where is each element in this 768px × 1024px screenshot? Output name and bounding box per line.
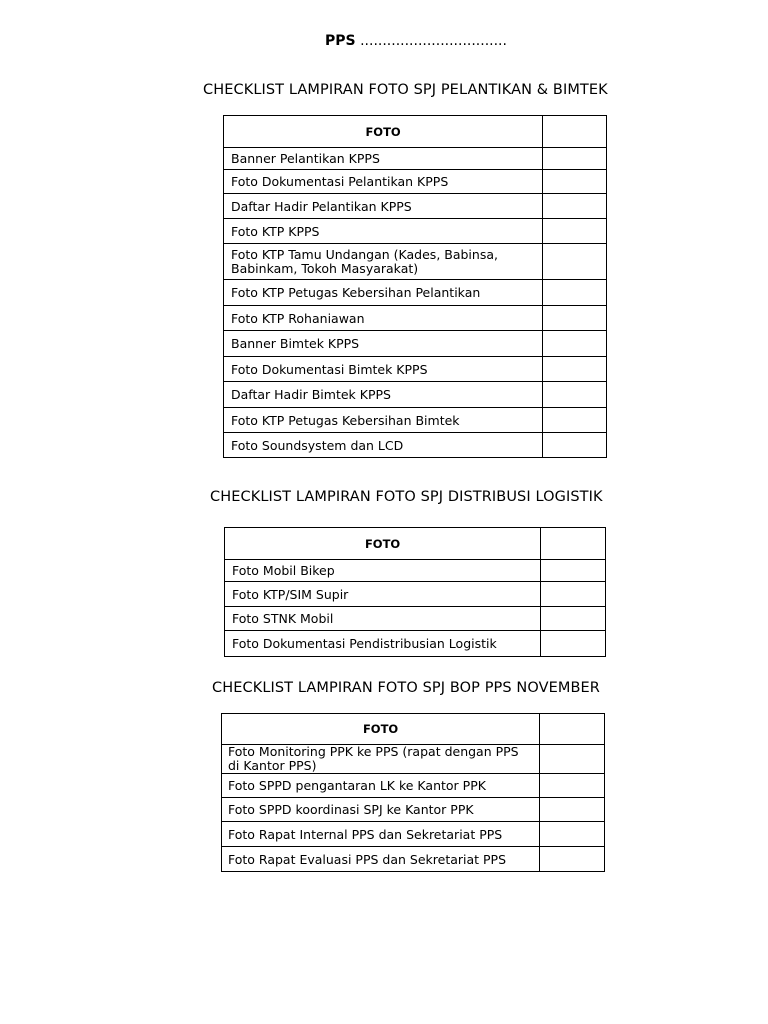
table-row	[224, 170, 607, 194]
table-row	[224, 219, 607, 244]
check-box[interactable]	[540, 745, 605, 774]
column-header-foto: FOTO	[222, 714, 540, 745]
item-label: Foto Mobil Bikep	[225, 560, 541, 582]
table-row	[224, 306, 607, 331]
table-row	[224, 357, 607, 382]
table-row	[222, 847, 605, 872]
check-box[interactable]	[541, 582, 606, 607]
table-row	[224, 408, 607, 433]
table-row	[222, 822, 605, 847]
check-box[interactable]	[540, 822, 605, 847]
item-label: Banner Bimtek KPPS	[224, 331, 543, 357]
check-box[interactable]	[540, 774, 605, 798]
item-label: Foto KTP Tamu Undangan (Kades, Babinsa, Babinkam, Tokoh Masyarakat)	[224, 244, 543, 280]
item-label: Foto KTP Petugas Kebersihan Pelantikan	[224, 280, 543, 306]
check-box[interactable]	[543, 219, 607, 244]
check-box[interactable]	[543, 244, 607, 280]
check-box[interactable]	[543, 148, 607, 170]
item-label: Foto Rapat Internal PPS dan Sekretariat PPS	[222, 822, 540, 847]
section-title-pelantikan-bimtek: CHECKLIST LAMPIRAN FOTO SPJ PELANTIKAN & BIMTEK	[203, 82, 608, 98]
pps-name-blank: .................................	[360, 33, 507, 49]
item-label: Foto Soundsystem dan LCD	[224, 433, 543, 458]
check-box[interactable]	[543, 382, 607, 408]
check-box[interactable]	[543, 194, 607, 219]
table-row	[225, 631, 606, 657]
table-header-row	[224, 116, 607, 148]
check-box[interactable]	[543, 331, 607, 357]
check-box[interactable]	[543, 306, 607, 331]
item-label: Foto Dokumentasi Bimtek KPPS	[224, 357, 543, 382]
column-header-check	[543, 116, 607, 148]
item-label: Foto KTP KPPS	[224, 219, 543, 244]
checklist-table-distribusi-logistik	[224, 527, 606, 657]
item-label: Foto SPPD koordinasi SPJ ke Kantor PPK	[222, 798, 540, 822]
item-label: Foto SPPD pengantaran LK ke Kantor PPK	[222, 774, 540, 798]
page-header	[0, 33, 768, 49]
check-box[interactable]	[541, 607, 606, 631]
check-box[interactable]	[540, 847, 605, 872]
column-header-foto: FOTO	[224, 116, 543, 148]
table-row	[224, 331, 607, 357]
check-box[interactable]	[543, 433, 607, 458]
check-box[interactable]	[541, 631, 606, 657]
table-header-row	[222, 714, 605, 745]
column-header-check	[540, 714, 605, 745]
item-label: Foto KTP Rohaniawan	[224, 306, 543, 331]
check-box[interactable]	[541, 560, 606, 582]
column-header-check	[541, 528, 606, 560]
check-box[interactable]	[543, 170, 607, 194]
table-row	[224, 148, 607, 170]
item-label: Foto KTP/SIM Supir	[225, 582, 541, 607]
table-row	[224, 280, 607, 306]
check-box[interactable]	[543, 280, 607, 306]
item-label: Foto KTP Petugas Kebersihan Bimtek	[224, 408, 543, 433]
table-row	[225, 582, 606, 607]
pps-label: PPS	[325, 33, 356, 49]
table-row	[225, 560, 606, 582]
check-box[interactable]	[540, 798, 605, 822]
table-row	[224, 244, 607, 280]
item-label: Daftar Hadir Pelantikan KPPS	[224, 194, 543, 219]
check-box[interactable]	[543, 357, 607, 382]
section-title-distribusi-logistik: CHECKLIST LAMPIRAN FOTO SPJ DISTRIBUSI LOGISTIK	[210, 489, 603, 505]
item-label: Foto STNK Mobil	[225, 607, 541, 631]
table-header-row	[225, 528, 606, 560]
table-row	[225, 607, 606, 631]
check-box[interactable]	[543, 408, 607, 433]
item-label: Banner Pelantikan KPPS	[224, 148, 543, 170]
item-label: Foto Monitoring PPK ke PPS (rapat dengan PPS di Kantor PPS)	[222, 745, 540, 774]
item-label: Foto Dokumentasi Pendistribusian Logistik	[225, 631, 541, 657]
table-row	[222, 745, 605, 774]
checklist-table-bop-pps-november	[221, 713, 605, 872]
table-row	[224, 194, 607, 219]
item-label: Foto Rapat Evaluasi PPS dan Sekretariat PPS	[222, 847, 540, 872]
checklist-table-pelantikan-bimtek	[223, 115, 607, 458]
column-header-foto: FOTO	[225, 528, 541, 560]
table-row	[224, 382, 607, 408]
item-label: Foto Dokumentasi Pelantikan KPPS	[224, 170, 543, 194]
table-row	[224, 433, 607, 458]
table-row	[222, 798, 605, 822]
item-label: Daftar Hadir Bimtek KPPS	[224, 382, 543, 408]
table-row	[222, 774, 605, 798]
section-title-bop-pps-november: CHECKLIST LAMPIRAN FOTO SPJ BOP PPS NOVEMBER	[212, 680, 600, 696]
